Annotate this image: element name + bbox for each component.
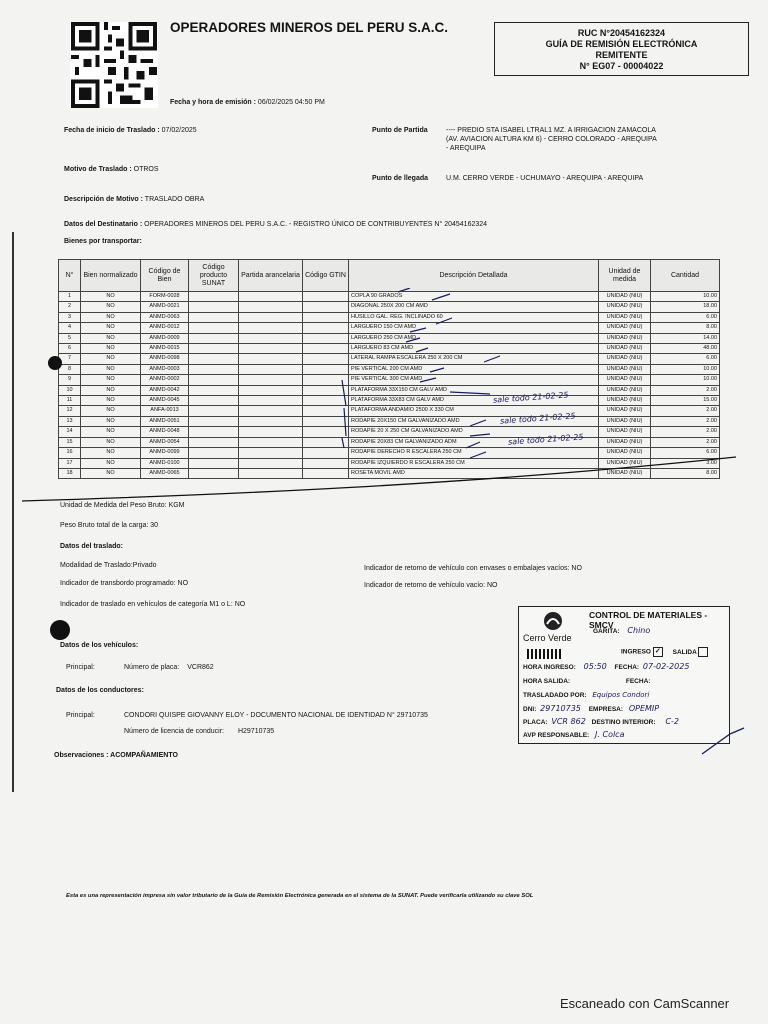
start-date-label: Fecha de inicio de Traslado : [64,127,160,134]
origin-label: Punto de Partida [372,127,428,134]
ingreso-salida [621,647,708,657]
cell-tariff [239,292,303,302]
cell-normalized: NO [81,364,141,374]
recipient [64,220,487,229]
cell-tariff [239,364,303,374]
cell-description: LARGUERO 150 CM AMD [349,323,599,333]
fecha-label: FECHA: [614,664,640,671]
ingreso-checkbox: ✓ [653,647,663,657]
cell-unit: UNIDAD (NIU) [599,396,651,406]
garita-value: Chino [627,626,651,635]
cell-description: RODAPIE 20X150 CM GALVANIZADO AMD [349,416,599,426]
trasladado-label: TRASLADADO POR: [523,692,587,699]
cell-number: 12 [59,406,81,416]
cell-normalized: NO [81,427,141,437]
emission-value: 06/02/2025 04:50 PM [257,99,325,106]
cell-unit: UNIDAD (NIU) [599,312,651,322]
cell-tariff [239,406,303,416]
cell-unit: UNIDAD (NIU) [599,364,651,374]
cell-description: ROSETA MOVIL AMD [349,468,599,478]
motive-desc-label: Descripción de Motivo : [64,196,143,203]
driver-name: CONDORI QUISPE GIOVANNY ELOY - DOCUMENTO NACIONAL DE IDENTIDAD N° 29710735 [124,712,428,719]
cell-number: 15 [59,437,81,447]
cell-code: ANMD-0015 [141,344,189,354]
cell-code: ANMD-0048 [141,427,189,437]
cell-tariff [239,385,303,395]
emission-date [170,98,325,107]
cell-normalized: NO [81,323,141,333]
cell-normalized: NO [81,375,141,385]
cell-quantity: 15.00 [651,396,720,406]
placa-value: VCR 862 [551,717,586,726]
goods-label: Bienes por transportar: [64,238,142,245]
cell-number: 3 [59,312,81,322]
cell-description: RODAPIE DERECHO R ESCALERA 250 CM [349,448,599,458]
plate-label: Número de placa: [124,664,180,671]
cell-code: ANMD-0063 [141,312,189,322]
col-header: Código GTIN [303,260,349,292]
cell-description: LARGUERO 250 CM AMD [349,333,599,343]
stamp-title: CONTROL DE MATERIALES -SMCV [589,610,708,630]
cell-code: ANMD-0054 [141,437,189,447]
avp-value: J. Colca [595,730,625,739]
cell-sunat-code [189,344,239,354]
cell-quantity: 14.00 [651,333,720,343]
dni-value: 29710735 [540,704,581,713]
license-value: H29710735 [237,728,275,735]
cell-quantity: 10.00 [651,364,720,374]
empresa-label: EMPRESA: [588,706,624,713]
cell-sunat-code [189,385,239,395]
gross-weight: Peso Bruto total de la carga: 30 [60,522,159,529]
cell-code: ANFA-0013 [141,406,189,416]
signature-stroke [700,726,746,756]
cell-unit: UNIDAD (NIU) [599,468,651,478]
ingreso-label: INGRESO [621,648,651,656]
cell-quantity: 18.00 [651,302,720,312]
left-margin-line [12,232,14,792]
return-with-containers: Indicador de retorno de vehículo con envases o embalajes vacíos: NO [364,565,582,572]
motive-desc-value: TRASLADO OBRA [144,196,205,203]
handwritten-underline [20,455,740,505]
trasladado [523,691,649,699]
cell-number: 14 [59,427,81,437]
handwritten-note-2: sale todo 21-02-25 [499,411,576,426]
vehicle-principal: Principal: [66,664,95,671]
cell-unit: UNIDAD (NIU) [599,448,651,458]
cell-description: HUSILLO GAL. REG. INCLINADO 60 [349,312,599,322]
cell-sunat-code [189,416,239,426]
cell-description: RODAPIE 20 X 250 CM GALVANIZADO AMD [349,427,599,437]
license [124,727,274,736]
cell-normalized: NO [81,458,141,468]
cell-tariff [239,302,303,312]
cell-number: 10 [59,385,81,395]
salida-checkbox [698,647,708,657]
cell-unit: UNIDAD (NIU) [599,427,651,437]
ruc-number: RUC N°20454162324 [577,28,666,38]
cell-normalized: NO [81,437,141,447]
cell-number: 17 [59,458,81,468]
col-header: Código producto SUNAT [189,260,239,292]
cell-normalized: NO [81,448,141,458]
col-header: N° [59,260,81,292]
cell-description: COPLA 90 GRADOS [349,292,599,302]
cell-unit: UNIDAD (NIU) [599,416,651,426]
cell-number: 13 [59,416,81,426]
cerro-verde-logo-icon [543,611,563,631]
cell-tariff [239,323,303,333]
cell-code: ANMD-0051 [141,416,189,426]
table-header-row [59,260,720,292]
return-empty: Indicador de retorno de vehículo vacío: NO [364,582,498,589]
cell-description: PLATAFORMA 33X150 CM GALV AMD [349,385,599,395]
motive-value: OTROS [133,166,159,173]
cell-unit: UNIDAD (NIU) [599,385,651,395]
cell-code: ANMD-0099 [141,448,189,458]
driver-principal: Principal: [66,712,95,719]
cell-normalized: NO [81,468,141,478]
cell-number: 4 [59,323,81,333]
cell-quantity: 3.00 [651,458,720,468]
cell-description: DIAGONAL 250X 200 CM AMD [349,302,599,312]
placa-label: PLACA: [523,719,548,726]
cell-quantity: 10.00 [651,375,720,385]
cell-tariff [239,375,303,385]
cell-code: ANMD-0098 [141,354,189,364]
trasladado-value: Equipos Condori [592,691,650,699]
footer-disclaimer: Esta es una representación impresa sin valor tributario de la Guía de Remisión Electrónica generada en el sistema de la SUNAT. Puede verificarla utilizando su clave SOL [66,893,534,899]
cell-quantity: 8.00 [651,468,720,478]
cell-sunat-code [189,427,239,437]
start-date [64,126,197,135]
cell-quantity: 6.00 [651,312,720,322]
avp [523,730,624,739]
cell-description: PIE VERTICAL 300 CM AMD [349,375,599,385]
cell-number: 16 [59,448,81,458]
dni-empresa [523,704,659,713]
cell-unit: UNIDAD (NIU) [599,437,651,447]
ruc-box [494,22,749,76]
cell-code: ANMD-0021 [141,302,189,312]
cell-tariff [239,396,303,406]
cell-sunat-code [189,375,239,385]
cell-unit: UNIDAD (NIU) [599,406,651,416]
cell-description: RODAPIE IZQUIERDO R ESCALERA 250 CM [349,458,599,468]
cell-unit: UNIDAD (NIU) [599,344,651,354]
cell-tariff [239,437,303,447]
cell-quantity: 2.00 [651,406,720,416]
transshipment: Indicador de transbordo programado: NO [60,580,189,587]
empresa-value: OPEMIP [628,704,660,713]
arrival-label: Punto de llegada [372,175,429,182]
weight-unit: Unidad de Medida del Peso Bruto: KGM [60,502,185,509]
cell-code: ANMD-0012 [141,323,189,333]
garita [593,626,650,635]
cell-description: LATERAL RAMPA ESCALERA 250 X 200 CM [349,354,599,364]
cell-quantity: 2.00 [651,437,720,447]
cell-normalized: NO [81,396,141,406]
garita-label: GARITA: [593,628,620,635]
recipient-label: Datos del Destinatario : [64,221,143,228]
cell-number: 1 [59,292,81,302]
hora-salida [523,678,650,685]
placa-destino [523,717,679,726]
col-header: Cantidad [651,260,720,292]
recipient-value: OPERADORES MINEROS DEL PERU S.A.C. - REGISTRO ÚNICO DE CONTRIBUYENTES N° 20454162324 [144,221,488,228]
col-header: Código de Bien [141,260,189,292]
cell-sunat-code [189,302,239,312]
cell-description: RODAPIE 20X83 CM GALVANIZADO ADM [349,437,599,447]
fecha-value: 07-02-2025 [642,662,690,671]
cell-number: 11 [59,396,81,406]
cell-quantity: 6.00 [651,448,720,458]
cell-number: 18 [59,468,81,478]
camscanner-watermark: Escaneado con CamScanner [560,996,730,1011]
cell-quantity: 48.00 [651,344,720,354]
cell-sunat-code [189,323,239,333]
cell-code: ANMD-0002 [141,375,189,385]
cell-code: ANMD-0003 [141,364,189,374]
cell-quantity: 10.00 [651,292,720,302]
cell-normalized: NO [81,416,141,426]
cell-quantity: 8.00 [651,323,720,333]
cell-tariff [239,312,303,322]
cell-number: 5 [59,333,81,343]
cell-unit: UNIDAD (NIU) [599,375,651,385]
handwritten-note-3: sale todo 21-02-25 [507,432,584,447]
salida-label: SALIDA [672,648,697,656]
cell-number: 2 [59,302,81,312]
hora-salida-label: HORA SALIDA: [523,678,571,685]
dni-label: DNI: [523,706,537,713]
cell-tariff [239,416,303,426]
cell-unit: UNIDAD (NIU) [599,333,651,343]
doc-type: GUÍA DE REMISIÓN ELECTRÓNICA [545,39,698,49]
cell-normalized: NO [81,312,141,322]
origin-line-1: ---- PREDIO STA ISABEL LTRAL1 MZ. A IRRIGACION ZAMACOLA [446,127,656,134]
hora-ingreso-value: 05:50 [583,662,607,671]
cell-sunat-code [189,292,239,302]
cell-sunat-code [189,312,239,322]
cell-code: ANMD-0042 [141,385,189,395]
drivers-title: Datos de los conductores: [56,687,144,694]
vehicles-title: Datos de los vehículos: [60,642,139,649]
motive-description [64,195,204,204]
cell-code: ANMD-0045 [141,396,189,406]
cell-normalized: NO [81,302,141,312]
cell-unit: UNIDAD (NIU) [599,292,651,302]
origin-value [446,126,657,153]
barcode-icon [527,649,561,659]
cell-description: LARGUERO 83 CM AMD [349,344,599,354]
scan-dot [48,356,62,370]
col-header: Partida arancelaria [239,260,303,292]
motive-label: Motivo de Traslado : [64,166,132,173]
cell-quantity: 2.00 [651,416,720,426]
fecha2-label: FECHA: [625,678,651,685]
transfer-title: Datos del traslado: [60,543,124,550]
handwritten-note-1: sale todo 21-02-25 [492,390,569,405]
cell-tariff [239,427,303,437]
qr-code [70,22,158,108]
cell-tariff [239,333,303,343]
stamp-brand: Cerro Verde [523,633,572,643]
cell-description: PLATAFORMA ANDAMIO 2500 X 330 CM [349,406,599,416]
cell-unit: UNIDAD (NIU) [599,323,651,333]
doc-number: N° EG07 - 00004022 [579,61,664,71]
transfer-modality: Modalidad de Traslado:Privado [60,562,157,569]
cell-normalized: NO [81,333,141,343]
cell-sunat-code [189,354,239,364]
cell-number: 6 [59,344,81,354]
company-name: OPERADORES MINEROS DEL PERU S.A.C. [170,20,449,35]
cell-sunat-code [189,333,239,343]
destino-label: DESTINO INTERIOR: [591,719,656,726]
cell-sunat-code [189,406,239,416]
motive [64,165,159,174]
license-label: Número de licencia de conducir: [124,728,224,735]
hora-ingreso [523,662,689,671]
origin-line-2: (AV. AVIACION ALTURA KM 6) - CERRO COLORADO - AREQUIPA [446,136,657,143]
cell-description: PLATAFORMA 33X83 CM GALV AMD [349,396,599,406]
cell-unit: UNIDAD (NIU) [599,458,651,468]
origin-line-3: - AREQUIPA [446,145,486,152]
cell-normalized: NO [81,344,141,354]
plate [124,663,214,672]
destino-value: C-2 [665,717,679,726]
hora-ingreso-label: HORA INGRESO: [523,664,576,671]
scan-dot [50,620,70,640]
start-date-value: 07/02/2025 [161,127,197,134]
cell-unit: UNIDAD (NIU) [599,354,651,364]
observations: Observaciones : ACOMPAÑAMIENTO [54,752,178,759]
cell-code: ANMD-0100 [141,458,189,468]
cell-tariff [239,344,303,354]
arrival-value: U.M. CERRO VERDE - UCHUMAYO - AREQUIPA - AREQUIPA [446,175,644,182]
materials-control-stamp [518,606,730,744]
col-header: Bien normalizado [81,260,141,292]
cell-normalized: NO [81,385,141,395]
col-header: Unidad de medida [599,260,651,292]
emission-label: Fecha y hora de emisión : [170,99,256,106]
cell-sunat-code [189,364,239,374]
plate-value: VCR862 [187,664,214,671]
avp-label: AVP RESPONSABLE: [523,732,590,739]
cell-number: 9 [59,375,81,385]
cell-number: 8 [59,364,81,374]
cell-code: ANMD-0009 [141,333,189,343]
col-header: Descripción Detallada [349,260,599,292]
category-m1: Indicador de traslado en vehículos de categoría M1 o L: NO [60,601,246,608]
cell-code: ANMD-0065 [141,468,189,478]
doc-subtype: REMITENTE [595,50,648,60]
cell-normalized: NO [81,292,141,302]
cell-quantity: 2.00 [651,427,720,437]
cell-tariff [239,354,303,364]
cell-sunat-code [189,437,239,447]
cell-description: PIE VERTICAL 200 CM AMD [349,364,599,374]
cell-sunat-code [189,396,239,406]
cell-code: FORM-0028 [141,292,189,302]
cell-normalized: NO [81,354,141,364]
cell-unit: UNIDAD (NIU) [599,302,651,312]
cell-quantity: 2.00 [651,385,720,395]
cell-number: 7 [59,354,81,364]
cell-normalized: NO [81,406,141,416]
cell-quantity: 6.00 [651,354,720,364]
